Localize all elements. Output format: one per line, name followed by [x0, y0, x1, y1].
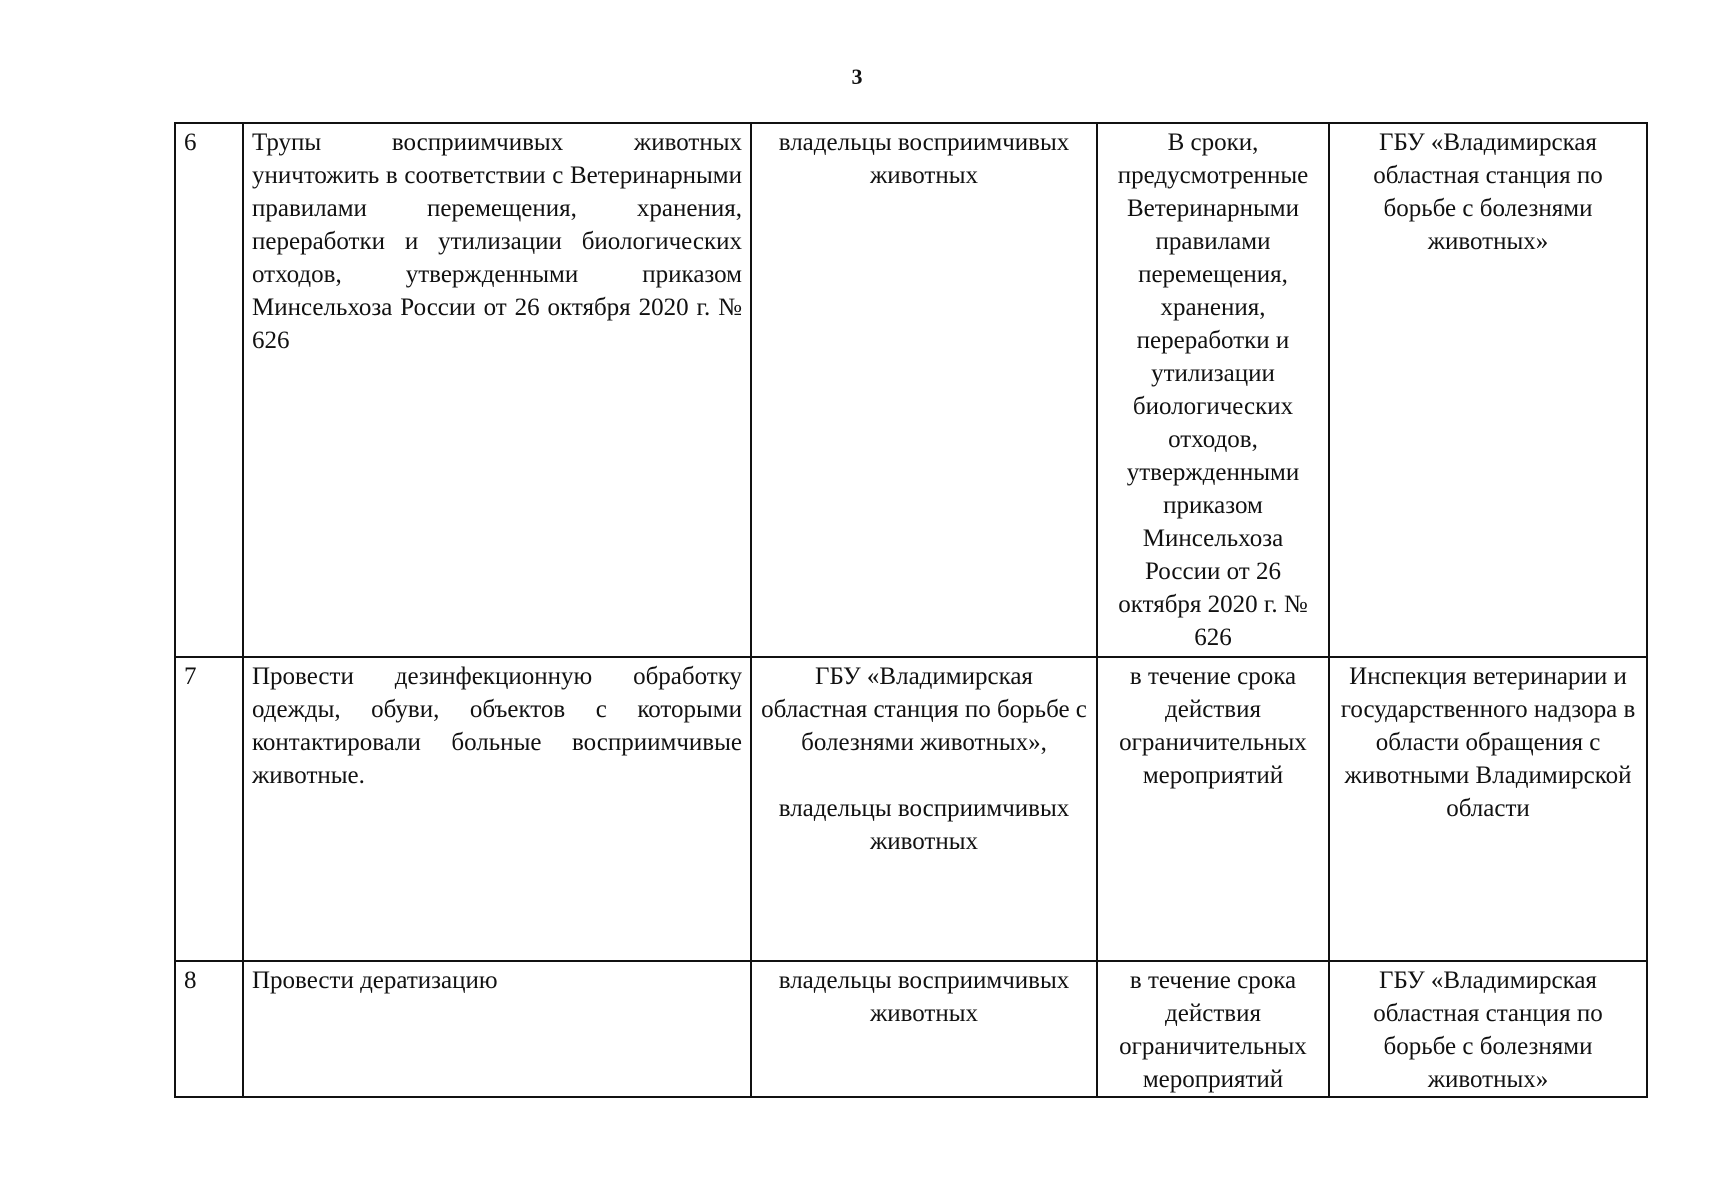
term-cell: В сроки, предусмотренные Ветеринарными правилами перемещения, хранения, переработки и утилизации биологических отходов, утвержденными приказом Минсельхоза России от 26 октября 2020 г. № 626: [1097, 123, 1329, 657]
executors-cell: [751, 123, 1097, 657]
term-cell: в течение срока действия ограничительных мероприятий: [1097, 961, 1329, 1097]
responsible-cell: ГБУ «Владимирская областная станция по борьбе с болезнями животных»: [1329, 961, 1647, 1097]
measure-description: Провести дезинфекционную обработку одежды, обуви, объектов с которыми контактировали больные восприимчивые животные.: [243, 657, 751, 961]
table-row: [175, 123, 1647, 657]
table-row: [175, 657, 1647, 961]
measures-table: [174, 122, 1648, 1098]
executors-cell: [751, 657, 1097, 961]
executor: ГБУ «Владимирская областная станция по борьбе с болезнями животных»,: [761, 663, 1087, 756]
row-number: 6: [175, 123, 243, 657]
page-number: 3: [851, 64, 863, 89]
measure-description: Провести дератизацию: [243, 961, 751, 1097]
term-cell: в течение срока действия ограничительных мероприятий: [1097, 657, 1329, 961]
executor: владельцы восприимчивых животных: [778, 129, 1070, 189]
responsible-cell: Инспекция ветеринарии и государственного надзора в области обращения с животными Владимирской области: [1329, 657, 1647, 961]
row-number: 8: [175, 961, 243, 1097]
executor: владельцы восприимчивых животных: [778, 967, 1070, 1027]
measure-description: Трупы восприимчивых животных уничтожить в соответствии с Ветеринарными правилами перемещения, хранения, переработки и утилизации биологических отходов, утвержденными приказом Минсельхоза России от 26 октября 2020 г. № 626: [243, 123, 751, 657]
table-row: [175, 961, 1647, 1097]
spacer: [760, 759, 1088, 792]
responsible-cell: ГБУ «Владимирская областная станция по борьбе с болезнями животных»: [1329, 123, 1647, 657]
executors-cell: [751, 961, 1097, 1097]
executor: владельцы восприимчивых животных: [778, 795, 1070, 855]
row-number: 7: [175, 657, 243, 961]
